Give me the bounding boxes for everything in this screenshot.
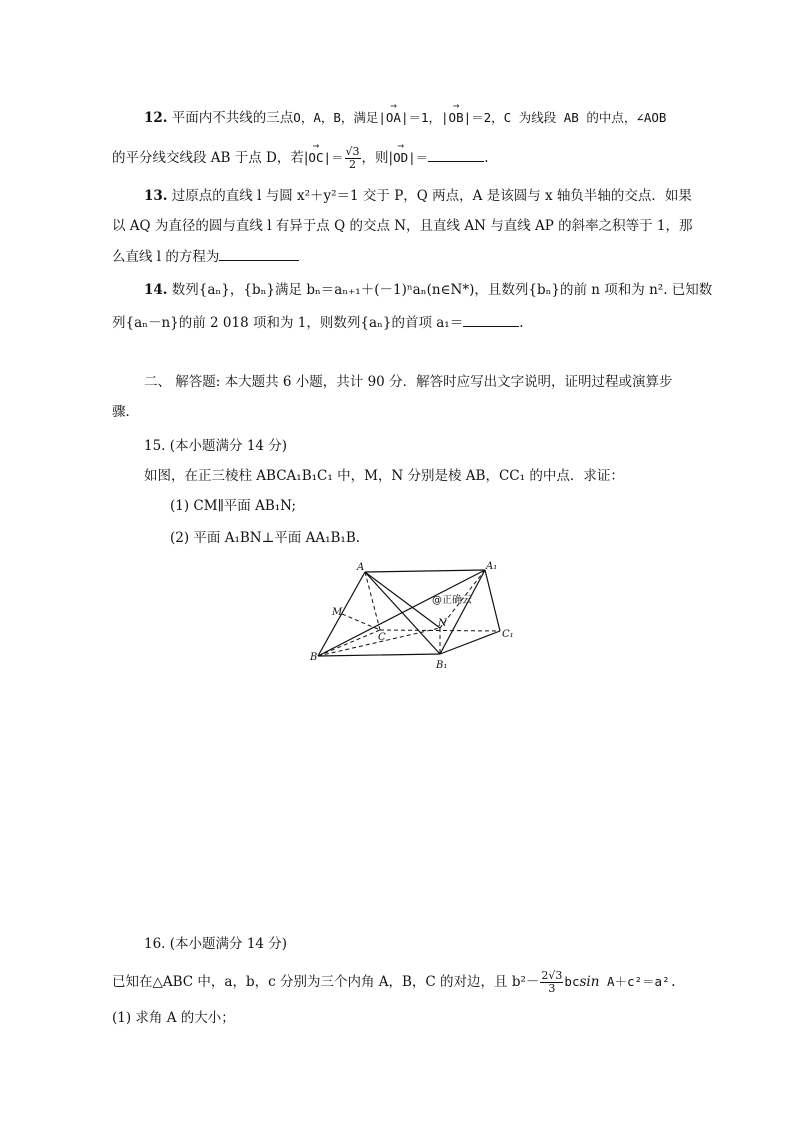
q14-line1: 14. 数列{aₙ}，{bₙ}满足 bₙ＝aₙ₊₁＋(－1)ⁿaₙ(n∈N*)，且数列{bₙ}的前 n 项和为 n². 已知数 xyxy=(144,282,713,298)
edge-b1-a1 xyxy=(440,570,485,654)
q15-stem: 如图，在正三棱柱 ABCA₁B₁C₁ 中，M，N 分别是棱 AB，CC₁ 的中点．求证： xyxy=(144,468,624,484)
section2-heading-line1: 二、 解答题: 本大题共 6 小题，共计 90 分．解答时应写出文字说明，证明过程或演算步 xyxy=(144,374,673,390)
edge-b-c-hidden xyxy=(318,630,380,656)
q13-line1: 13. 过原点的直线 l 与圆 x²＋y²＝1 交于 P，Q 两点，A 是该圆与 x 轴负半轴的交点．如果 xyxy=(144,188,692,204)
watermark-text: @正确云 xyxy=(432,595,472,606)
q16-part1: (1) 求角 A 的大小； xyxy=(112,1010,235,1026)
vector-ob: → OB xyxy=(449,108,464,128)
prism-diagram xyxy=(308,558,528,676)
answer-blank xyxy=(219,246,299,261)
edge-b-b1 xyxy=(318,654,440,656)
vector-oc: → OC xyxy=(308,148,323,168)
label-c: C xyxy=(378,632,386,643)
label-a: A xyxy=(357,562,365,573)
label-a1: A₁ xyxy=(486,561,498,572)
edge-b1-c1 xyxy=(440,631,500,654)
q13-line2: 以 AQ 为直径的圆与直线 l 有异于点 Q 的交点 N，且直线 AN 与直线 AP 的斜率之积等于 1，那 xyxy=(112,218,693,234)
edge-a1-c1 xyxy=(485,570,500,631)
edge-a-a1 xyxy=(365,570,485,572)
q12-line2: 的平分线交线段 AB 于点 D，若|→ OC|＝ $\frac{√3}{2}$ ，则|→ OD|＝ . xyxy=(112,146,488,171)
q12-line1: 12. 平面内不共线的三点O，A，B，满足|→ OA|＝1，|→ OB|＝2，C 为线段 AB 的中点，∠AOB xyxy=(144,108,666,128)
fraction-2sqrt3-over-3: $\frac{2√3}{3}$ xyxy=(541,969,563,995)
q13-number: 13. xyxy=(144,188,168,204)
q16-header: 16. (本小题满分 14 分) xyxy=(144,936,288,952)
label-c1: C₁ xyxy=(502,629,514,640)
section2-heading-line2: 骤． xyxy=(112,404,139,420)
vector-oa: → OA xyxy=(386,108,401,128)
answer-blank xyxy=(428,147,484,162)
q12-number: 12. xyxy=(144,110,168,126)
label-m: M xyxy=(332,607,343,618)
prism-figure xyxy=(308,558,528,680)
answer-blank xyxy=(463,312,519,327)
line-m-c-hidden xyxy=(342,614,380,630)
line-a-n xyxy=(365,572,440,628)
label-b1: B₁ xyxy=(436,660,448,671)
fraction-sqrt3-over-2: $\frac{√3}{2}$ xyxy=(345,145,360,171)
q14-line2: 列{aₙ－n}的前 2 018 项和为 1，则数列{aₙ}的首项 a₁＝ . xyxy=(112,312,524,333)
line-a1-b xyxy=(318,570,485,656)
vector-od: → OD xyxy=(393,148,408,168)
q15-part2: (2) 平面 A₁BN⊥平面 AA₁B₁B. xyxy=(170,530,361,546)
q16-stem: 已知在△ABC 中，a，b，c 分别为三个内角 A，B，C 的对边，且 b²－ $\frac{2√3}{3}$ bcsin A＋c²＝a². xyxy=(112,969,678,995)
label-b: B xyxy=(310,652,318,663)
q13-line3: 么直线 l 的方程为 xyxy=(112,246,299,267)
q15-part1: (1) CM∥平面 AB₁N; xyxy=(170,498,297,514)
q14-number: 14. xyxy=(144,282,168,298)
line-a-b1 xyxy=(365,572,440,654)
label-n: N xyxy=(438,618,447,629)
q15-header: 15. (本小题满分 14 分) xyxy=(144,438,288,454)
